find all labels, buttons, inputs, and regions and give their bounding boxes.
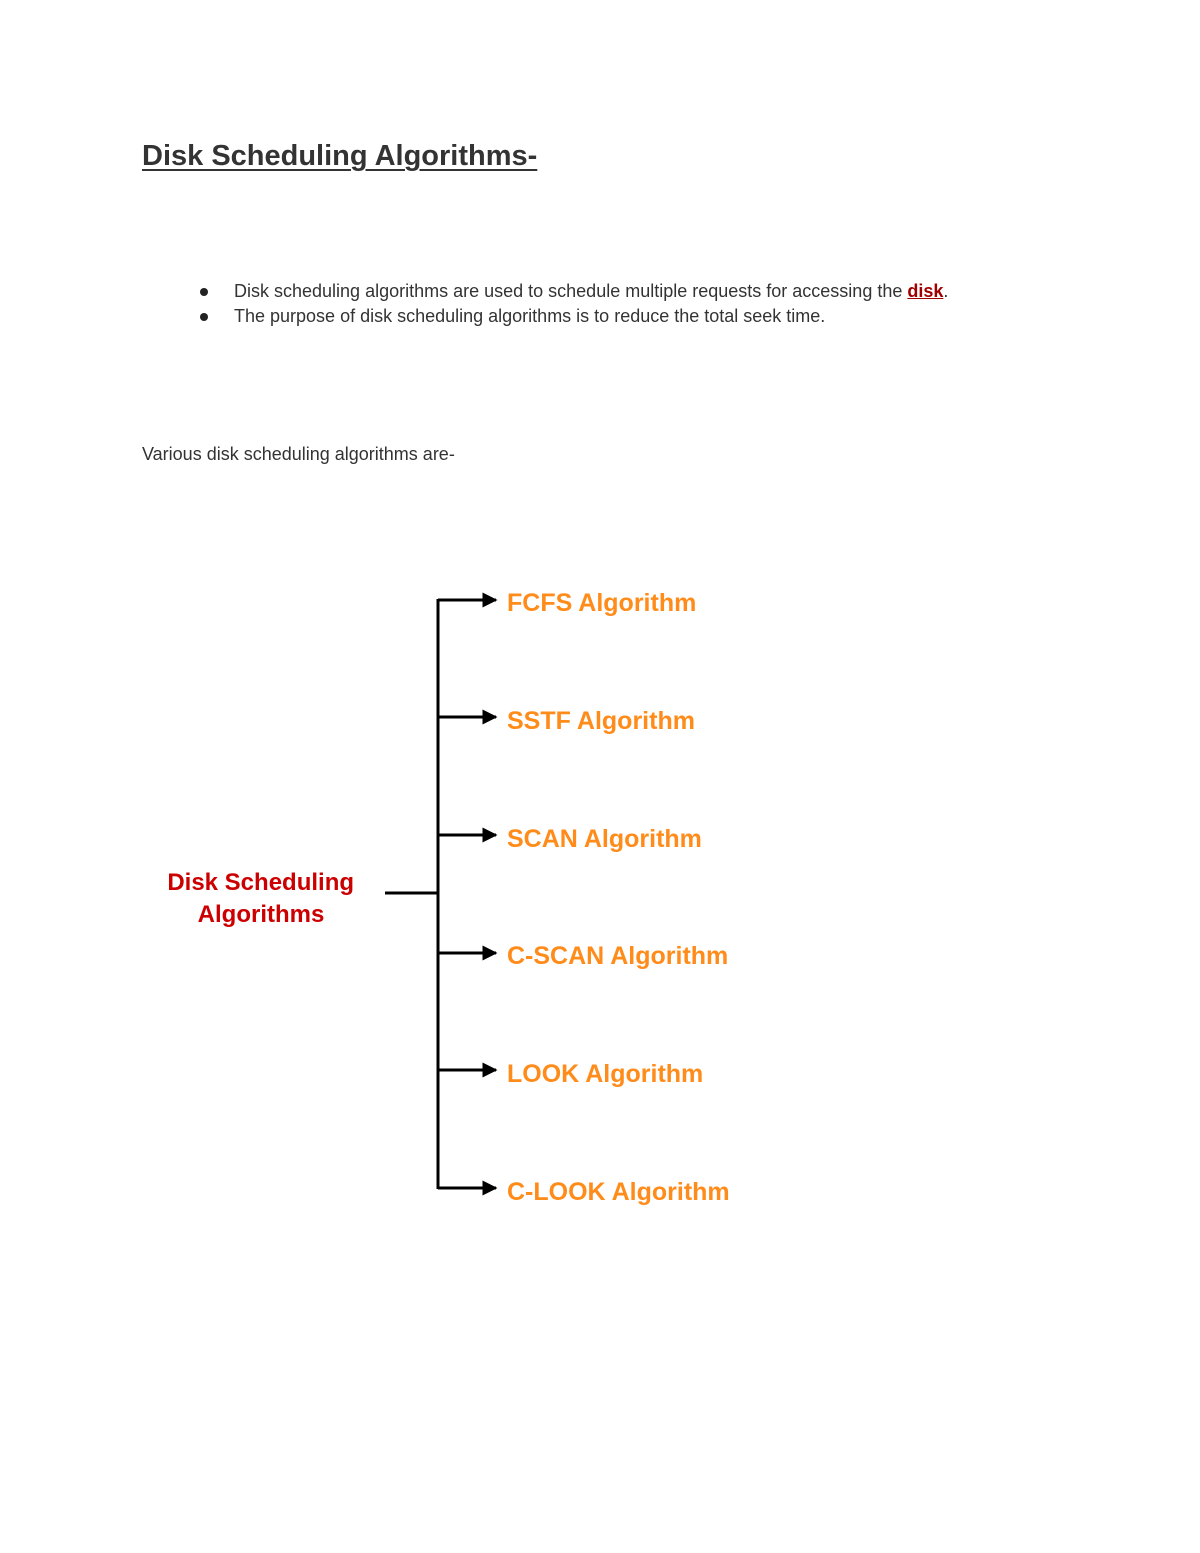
branch-look xyxy=(438,1060,703,1088)
branch-label: SCAN Algorithm xyxy=(507,825,702,853)
intro-text: Various disk scheduling algorithms are- xyxy=(142,444,455,464)
branch-fcfs xyxy=(438,589,696,617)
branch-c-scan xyxy=(438,942,728,970)
bullet-text: The purpose of disk scheduling algorithms is to reduce the total seek time. xyxy=(234,306,826,326)
bullet-text-end: . xyxy=(943,281,949,301)
bullet-text-start: Disk scheduling algorithms are used to schedule multiple requests for accessing the xyxy=(234,281,908,301)
branch-sstf xyxy=(438,707,695,735)
branch-label: C-SCAN Algorithm xyxy=(507,942,729,970)
page-title: Disk Scheduling Algorithms- xyxy=(142,140,538,172)
branch-label: SSTF Algorithm xyxy=(507,707,695,735)
branch-label: LOOK Algorithm xyxy=(507,1060,704,1088)
branch-scan xyxy=(438,825,702,853)
disk-link[interactable]: disk xyxy=(907,281,944,301)
root-label-line2: Algorithms xyxy=(197,901,325,928)
branch-label: C-LOOK Algorithm xyxy=(507,1178,730,1206)
root-label-line1: Disk Scheduling xyxy=(167,869,355,896)
branch-c-look xyxy=(438,1178,730,1206)
branch-label: FCFS Algorithm xyxy=(507,589,697,617)
root-label xyxy=(167,869,360,928)
